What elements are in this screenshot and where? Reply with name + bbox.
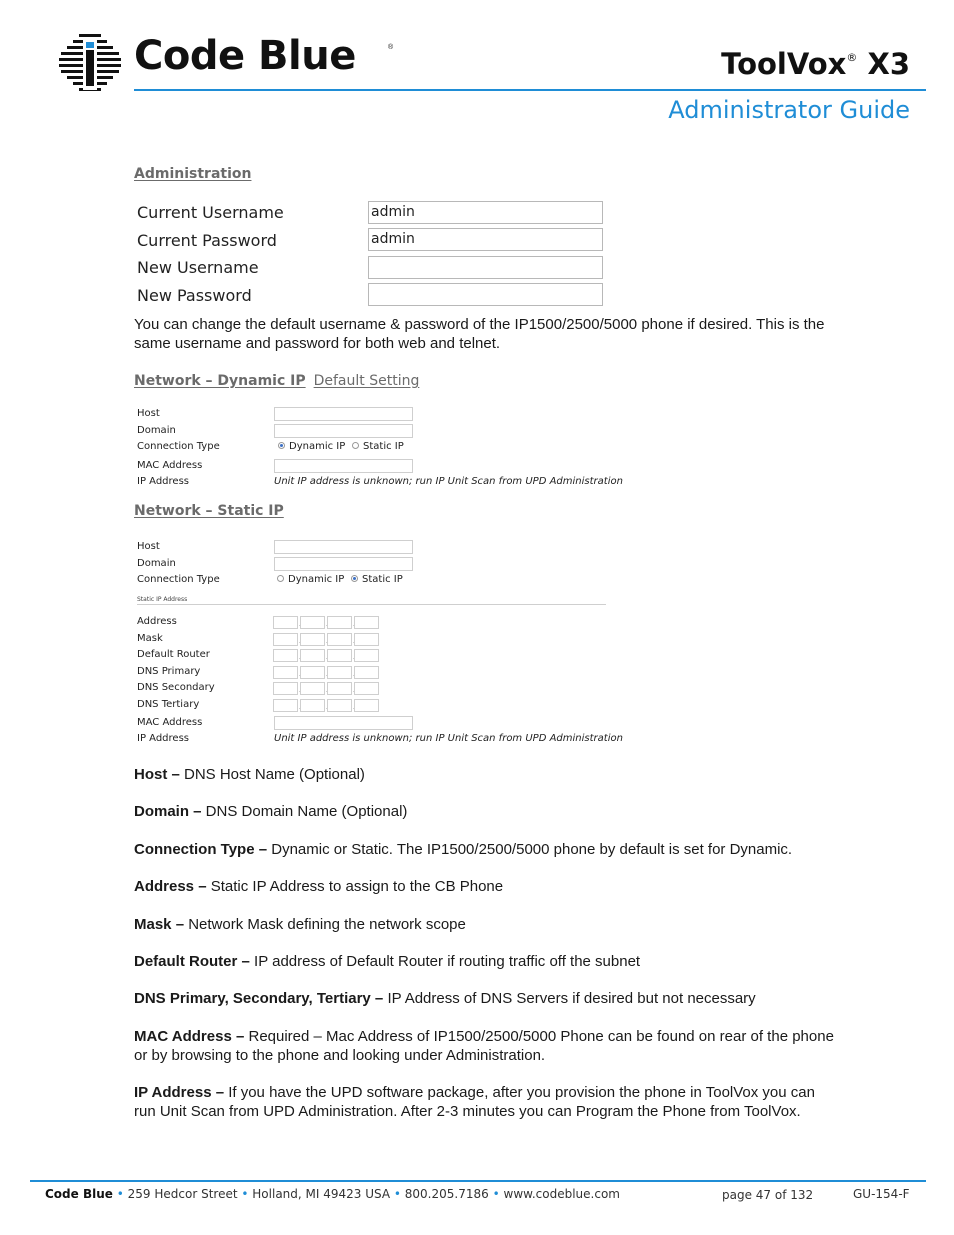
st-connection-type-label: Connection Type: [137, 574, 220, 585]
definition-text: DNS Host Name (Optional): [179, 766, 365, 783]
dyn-domain-label: Domain: [137, 425, 176, 436]
dyn-host-label: Host: [137, 408, 160, 419]
st-ip-note: Unit IP address is unknown; run IP Unit Scan from UPD Administration: [274, 733, 623, 744]
st-host-label: Host: [137, 541, 160, 552]
dyn-mac-input[interactable]: [274, 459, 413, 473]
page-number: page 47 of 132: [722, 1188, 814, 1202]
definition-term: Address –: [134, 878, 207, 895]
st-domain-input[interactable]: [274, 557, 413, 571]
footer-website[interactable]: www.codeblue.com: [503, 1187, 620, 1201]
definition-term: Host –: [134, 766, 180, 783]
dyn-host-input[interactable]: [274, 407, 413, 421]
st-dns3-octet-input[interactable]: [327, 699, 352, 712]
st-router-octet-input[interactable]: [273, 649, 298, 662]
dyn-mac-label: MAC Address: [137, 460, 203, 471]
definition-text: DNS Domain Name (Optional): [201, 803, 408, 820]
dyn-ip-note: Unit IP address is unknown; run IP Unit Scan from UPD Administration: [274, 476, 623, 487]
st-router-octet-input[interactable]: [300, 649, 325, 662]
network-static-heading: Network – Static IP: [134, 503, 284, 519]
st-mask-octet-input[interactable]: [300, 633, 325, 646]
definition-term: DNS Primary, Secondary, Tertiary –: [134, 990, 384, 1007]
footer-city: Holland, MI 49423 USA: [252, 1187, 391, 1201]
product-registered-mark: ®: [846, 51, 858, 64]
definition-ip-address: [134, 1083, 834, 1121]
network-dynamic-heading: Network – Dynamic IP: [134, 373, 306, 389]
st-dns2-octet-input[interactable]: [300, 682, 325, 695]
footer-brand: Code Blue: [45, 1187, 113, 1201]
new-username-label: New Username: [137, 258, 259, 277]
footer-contact: [45, 1187, 620, 1201]
guide-title: Administrator Guide: [668, 96, 910, 124]
definition-mac-address: [134, 1027, 834, 1065]
definition-address: [134, 877, 834, 896]
product-suffix: X3: [857, 47, 910, 81]
st-dns3-octet-input[interactable]: [354, 699, 379, 712]
definition-default-router: [134, 952, 834, 971]
definition-connection-type: [134, 840, 834, 859]
st-address-label: Address: [137, 616, 177, 627]
footer-separator: •: [116, 1187, 124, 1201]
dyn-radio-dynamic-label: Dynamic IP: [289, 441, 346, 452]
code-blue-logo-icon: [55, 28, 125, 98]
st-mask-label: Mask: [137, 633, 163, 644]
definition-text: If you have the UPD software package, after you provision the phone in ToolVox you can run Unit Scan from UPD Administration. After 2-3 minutes you can Program the Phone from ToolVox.: [134, 1084, 815, 1120]
st-dns1-label: DNS Primary: [137, 666, 201, 677]
new-username-input[interactable]: [368, 256, 603, 279]
footer-separator: •: [241, 1187, 249, 1201]
dyn-radio-dynamic[interactable]: [278, 441, 345, 452]
definition-term: MAC Address –: [134, 1028, 245, 1045]
st-mac-input[interactable]: [274, 716, 413, 730]
st-radio-dynamic[interactable]: [277, 574, 344, 585]
product-name: ToolVox: [721, 47, 847, 81]
product-title: [721, 47, 910, 81]
st-ip-label: IP Address: [137, 733, 189, 744]
footer-address: 259 Hedcor Street: [127, 1187, 238, 1201]
brand-registered-mark: ®: [388, 44, 394, 51]
definition-text: IP address of Default Router if routing traffic off the subnet: [249, 953, 641, 970]
radio-selected-icon: [278, 442, 285, 449]
brand-logo-text: Code Blue: [134, 33, 356, 79]
current-password-label: Current Password: [137, 231, 277, 250]
definition-text: IP Address of DNS Servers if desired but not necessary: [383, 990, 756, 1007]
st-host-input[interactable]: [274, 540, 413, 554]
definition-term: IP Address –: [134, 1084, 225, 1101]
header-divider: [134, 89, 926, 91]
st-radio-static[interactable]: [351, 574, 403, 585]
radio-unselected-icon: [352, 442, 359, 449]
definition-term: Mask –: [134, 916, 185, 933]
new-password-label: New Password: [137, 286, 252, 305]
definition-text: Network Mask defining the network scope: [184, 916, 466, 933]
footer-separator: •: [492, 1187, 500, 1201]
dyn-radio-static-label: Static IP: [363, 441, 404, 452]
footer-phone: 800.205.7186: [404, 1187, 489, 1201]
definition-host: [134, 765, 834, 784]
footer-separator: •: [393, 1187, 401, 1201]
st-mask-octet-input[interactable]: [327, 633, 352, 646]
st-dns1-octet-input[interactable]: [273, 666, 298, 679]
static-ip-divider: [137, 604, 606, 605]
st-dns1-octet-input[interactable]: [354, 666, 379, 679]
default-setting-label: Default Setting: [313, 373, 420, 389]
definition-term: Domain –: [134, 803, 202, 820]
st-mac-label: MAC Address: [137, 717, 203, 728]
dyn-radio-static[interactable]: [352, 441, 404, 452]
st-dns2-label: DNS Secondary: [137, 682, 215, 693]
st-address-octet-input[interactable]: [327, 616, 352, 629]
st-dns2-octet-input[interactable]: [327, 682, 352, 695]
dyn-domain-input[interactable]: [274, 424, 413, 438]
definition-mask: [134, 915, 834, 934]
st-address-octet-input[interactable]: [300, 616, 325, 629]
radio-selected-icon: [351, 575, 358, 582]
st-router-label: Default Router: [137, 649, 210, 660]
administration-heading: Administration: [134, 166, 252, 182]
definition-domain: [134, 802, 834, 821]
st-radio-dynamic-label: Dynamic IP: [288, 574, 345, 585]
st-radio-static-label: Static IP: [362, 574, 403, 585]
static-ip-section-label: Static IP Address: [137, 596, 188, 603]
definition-text: Static IP Address to assign to the CB Phone: [206, 878, 504, 895]
st-address-octet-input[interactable]: [273, 616, 298, 629]
st-router-octet-input[interactable]: [327, 649, 352, 662]
new-password-input[interactable]: [368, 283, 603, 306]
st-dns1-octet-input[interactable]: [327, 666, 352, 679]
footer-divider: [30, 1180, 926, 1182]
radio-unselected-icon: [277, 575, 284, 582]
st-dns3-octet-input[interactable]: [300, 699, 325, 712]
document-id: GU-154-F: [853, 1187, 910, 1201]
dyn-ip-label: IP Address: [137, 476, 189, 487]
definition-dns: [134, 989, 834, 1008]
dyn-connection-type-label: Connection Type: [137, 441, 220, 452]
st-domain-label: Domain: [137, 558, 176, 569]
st-dns3-label: DNS Tertiary: [137, 699, 200, 710]
st-dns2-octet-input[interactable]: [273, 682, 298, 695]
network-dynamic-heading-row: [134, 372, 419, 390]
current-username-input[interactable]: admin: [368, 201, 603, 224]
st-mask-octet-input[interactable]: [273, 633, 298, 646]
definition-text: Required – Mac Address of IP1500/2500/5000 Phone can be found on rear of the phone or by browsing to the phone and looking under Administration.: [134, 1028, 834, 1064]
definition-term: Default Router –: [134, 953, 250, 970]
definition-term: Connection Type –: [134, 841, 268, 858]
st-dns2-octet-input[interactable]: [354, 682, 379, 695]
st-dns3-octet-input[interactable]: [273, 699, 298, 712]
current-username-label: Current Username: [137, 203, 284, 222]
definition-text: Dynamic or Static. The IP1500/2500/5000 phone by default is set for Dynamic.: [267, 841, 793, 858]
st-router-octet-input[interactable]: [354, 649, 379, 662]
st-dns1-octet-input[interactable]: [300, 666, 325, 679]
current-password-input[interactable]: admin: [368, 228, 603, 251]
administration-description: You can change the default username & password of the IP1500/2500/5000 phone if desired. This is the same username and password for both web and telnet.: [134, 316, 825, 352]
st-mask-octet-input[interactable]: [354, 633, 379, 646]
st-address-octet-input[interactable]: [354, 616, 379, 629]
